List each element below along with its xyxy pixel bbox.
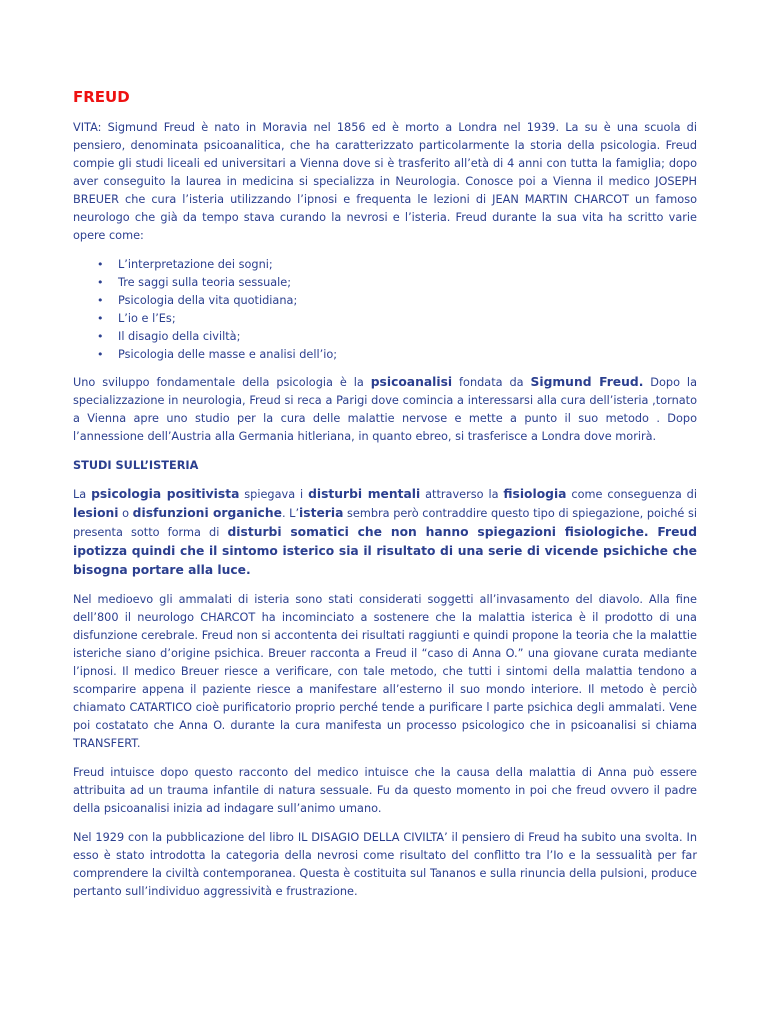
studi-term-5: disfunzioni organiche: [132, 506, 282, 520]
sviluppo-paragraph: [73, 373, 697, 446]
sviluppo-term-psicoanalisi: psicoanalisi: [370, 375, 453, 389]
medioevo-paragraph: Nel medioevo gli ammalati di isteria sono stati considerati soggetti all’invasamento del diavolo. Alla fine dell’800 il neurologo CHARCOT ha incominciato a sostenere che la malattia isterica è il prodotto di una disfunzione cerebrale. Freud non si accontenta dei risultati raggiunti e quindi propone la teoria che la malattie isteriche siano d’origine psichica. Breuer racconta a Freud il “caso di Anna O.” una giovane curata mediante l’ipnosi. Il medico Breuer riesce a verificare, con tale metodo, che tutti i sintomi della malattia tendono a scomparire appena il paziente riesce a manifestare all’esterno il suo mondo interiore. Il metodo è perciò chiamato CATARTICO cioè purificatorio proprio perché tende a purificare l parte psichica degli ammalati. Vene poi costatato che Anna O. durante la cura manifesta un processo psicologico che in psicoanalisi si chiama TRANSFERT.: [73, 593, 697, 750]
studi-text-5: o: [118, 507, 133, 520]
studi-text-4: come conseguenza di: [566, 488, 697, 501]
intuisce-paragraph: Freud intuisce dopo questo racconto del medico intuisce che la causa della malattia di Anna può essere attribuita ad un trauma infantile di natura sessuale. Fu da questo momento in poi che freud ovvero il padre della psicoanalisi inizia ad indagare sull’animo umano.: [73, 766, 697, 815]
list-item: [97, 310, 697, 328]
bullet-icon: •: [97, 276, 104, 289]
document-page: [73, 87, 697, 912]
vita-paragraph: VITA: Sigmund Freud è nato in Moravia nel 1856 ed è morto a Londra nel 1939. La su è una scuola di pensiero, denominata psicoanalitica, che ha caratterizzato particolarmente la storia della psicologia. Freud compie gli studi liceali ed universitari a Vienna dove si è trasferito all’età di 4 anni con tutta la famiglia; dopo aver conseguito la laurea in medicina si specializza in Neurologia. Conosce poi a Vienna il medico JOSEPH BREUER che cura l’isteria utilizzando l’ipnosi e frequenta le lezioni di JEAN MARTIN CHARCOT un famoso neurologo che già da tempo stava curando la nevrosi e l’isteria. Freud durante la sua vita ha scritto varie opere come:: [73, 121, 697, 242]
studi-term-6: isteria: [299, 506, 344, 520]
bullet-icon: •: [97, 258, 104, 271]
studi-heading: STUDI SULL’ISTERIA: [73, 459, 199, 472]
studi-term-7: disturbi somatici che non hanno spiegazioni fisiologiche. Freud ipotizza quindi che il sintomo isterico sia il risultato di una serie di vicende psichiche che bisogna portare alla luce.: [73, 525, 697, 577]
bullet-icon: •: [97, 294, 104, 307]
list-item: [97, 292, 697, 310]
document-title: FREUD: [73, 88, 130, 106]
list-item-text: Psicologia delle masse e analisi dell’io;: [118, 348, 338, 361]
studi-term-4: lesioni: [73, 506, 119, 520]
list-item: [97, 274, 697, 292]
bullet-icon: •: [97, 312, 104, 325]
nel1929-paragraph: Nel 1929 con la pubblicazione del libro IL DISAGIO DELLA CIVILTA’ il pensiero di Freud ha subito una svolta. In esso è stato introdotta la categoria della nevrosi come risultato del conflitto tra l’Io e la sessualità per far comprendere la civiltà contemporanea. Questa è costituita sul Tananos e sulla rinuncia della pulsioni, produce pertanto sull’individuo aggressività e frustrazione.: [73, 831, 697, 898]
sviluppo-text-2: fondata da: [452, 376, 531, 389]
studi-text-7: sembra però contraddire questo tipo di spiegazione, poiché si presenta sotto forma di: [73, 507, 697, 539]
sviluppo-text-1: Uno sviluppo fondamentale della psicologia è la: [73, 376, 371, 389]
list-item-text: Il disagio della civiltà;: [118, 330, 241, 343]
studi-text-6: . L’: [281, 507, 300, 520]
studi-term-1: psicologia positivista: [91, 487, 240, 501]
list-item: [97, 328, 697, 346]
list-item-text: Psicologia della vita quotidiana;: [118, 294, 298, 307]
list-item-text: L’interpretazione dei sogni;: [118, 258, 273, 271]
sviluppo-text-3: Dopo la specializzazione in neurologia, Freud si reca a Parigi dove comincia a interessarsi alla cura dell’isteria ,tornato a Vienna apre uno studio per la cura delle malattie nervose e mette a punto il suo metodo . Dopo l’annessione dell’Austria alla Germania hitleriana, in quanto ebreo, si trasferisce a Londra dove morirà.: [73, 376, 697, 443]
list-item: [97, 256, 697, 274]
studi-text-1: La: [73, 488, 92, 501]
studi-text-3: attraverso la: [420, 488, 504, 501]
list-item-text: L’io e l’Es;: [118, 312, 176, 325]
sviluppo-term-freud: Sigmund Freud.: [530, 375, 644, 389]
list-item-text: Tre saggi sulla teoria sessuale;: [118, 276, 292, 289]
list-item: [97, 346, 697, 364]
studi-text-2: spiegava i: [239, 488, 309, 501]
bullet-icon: •: [97, 330, 104, 343]
studi-paragraph: [73, 485, 697, 580]
studi-term-2: disturbi mentali: [308, 487, 421, 501]
studi-term-3: fisiologia: [503, 487, 567, 501]
works-list: [73, 256, 697, 364]
bullet-icon: •: [97, 348, 104, 361]
